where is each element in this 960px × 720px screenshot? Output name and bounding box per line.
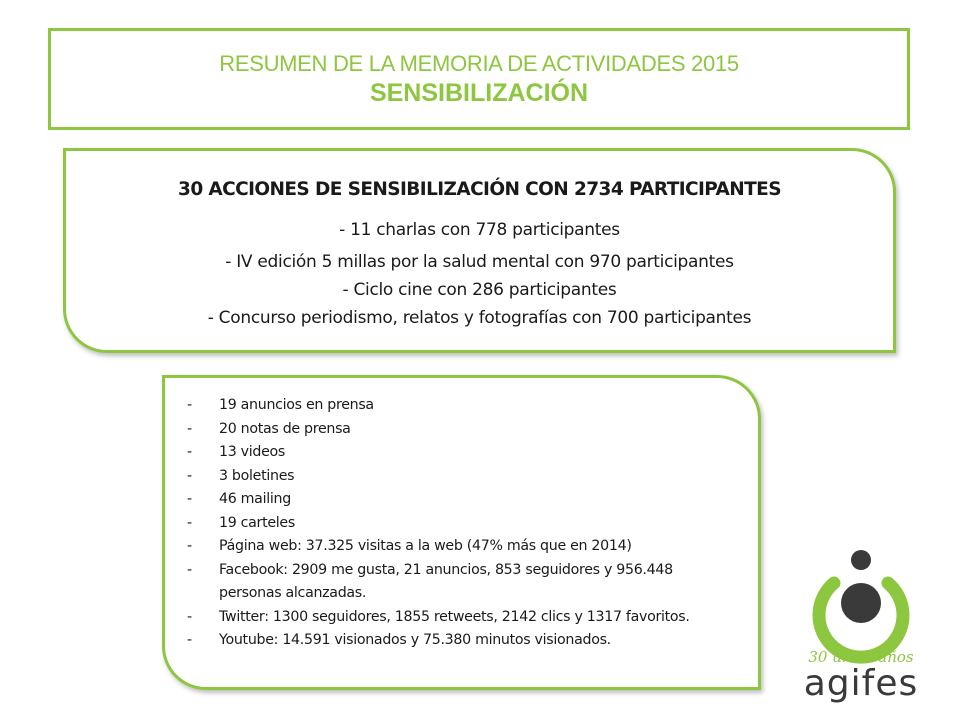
list-dash: - [187,538,192,554]
list-item-text: 13 videos [219,444,286,460]
list-item [187,441,758,465]
list-item [187,418,758,442]
logo-head-icon [851,550,871,570]
page-subtitle: SENSIBILIZACIÓN [369,79,589,107]
list-item-text: 19 anuncios en prensa [219,397,374,413]
list-item-text: 3 boletines [219,467,295,484]
summary-headline: 30 ACCIONES DE SENSIBILIZACIÓN CON 2734 PARTICIPANTES [178,179,781,200]
list-dash: - [187,561,192,578]
title-box [48,28,910,130]
list-dash: - [187,420,192,437]
list-dash: - [187,632,192,648]
list-item [187,465,758,489]
logo-name: agifes [803,663,919,704]
list-item-text: Twitter: 1300 seguidores, 1855 retweets, 2142 clics y 1317 favoritos. [219,608,690,625]
media-box [162,375,761,690]
list-dash: - [187,491,192,507]
summary-item: - Ciclo cine con 286 participantes [342,280,617,300]
summary-item: - IV edición 5 millas por la salud mental con 970 participantes [225,252,734,272]
list-item [187,535,758,559]
list-dash: - [187,444,192,460]
list-item-text: Facebook: 2909 me gusta, 21 anuncios, 853 seguidores y 956.448 personas alcanzadas. [219,561,673,601]
list-dash: - [187,514,192,531]
list-item [187,488,758,512]
list-item [187,606,758,630]
summary-box [63,148,896,353]
page-title: RESUMEN DE LA MEMORIA DE ACTIVIDADES 2015 [219,51,739,76]
list-item-text: Página web: 37.325 visitas a la web (47% más que en 2014) [219,538,632,554]
list-item [187,629,758,653]
list-item-text: 19 carteles [219,514,295,531]
logo-body-icon [841,583,881,623]
list-dash: - [187,467,192,484]
list-item [187,512,758,536]
list-dash: - [187,397,192,413]
list-item [187,394,758,418]
media-list [165,378,758,653]
list-item-text: 20 notas de prensa [219,420,351,437]
list-item [187,559,758,606]
summary-item: - 11 charlas con 778 participantes [339,220,620,240]
logo-tagline: 30 urte · años [808,648,914,666]
summary-item: - Concurso periodismo, relatos y fotografías con 700 participantes [207,308,752,328]
list-dash: - [187,608,192,625]
agifes-logo [776,545,946,705]
list-item-text: 46 mailing [219,491,291,507]
list-item-text: Youtube: 14.591 visionados y 75.380 minutos visionados. [219,632,611,648]
